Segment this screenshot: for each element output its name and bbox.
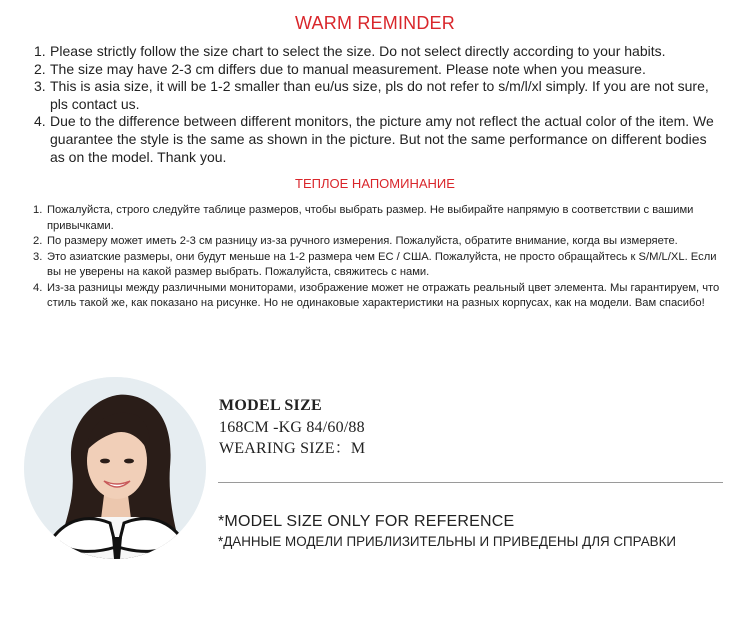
item-number: 4. — [34, 113, 46, 130]
item-text: Due to the difference between different monitors, the picture amy not reflect the actual color of the item. We guarantee the style is the same as shown in the picture. But not the same performance on different bodies as on the model. Thank you. — [50, 113, 714, 165]
item-number: 4. — [33, 281, 43, 294]
item-text: This is asia size, it will be 1-2 smaller than eu/us size, pls do not refer to s/m/l/xl simply. If you are not sure, pls contact us. — [50, 78, 709, 112]
model-portrait-illustration — [24, 377, 206, 559]
item-text: Please strictly follow the size chart to select the size. Do not select directly according to your habits. — [50, 43, 666, 59]
item-text: Из-за разницы между различными мониторами, изображение может не отражать реальный цвет элемента. Мы гарантируем, что стиль такой же, как показано на рисунке. Но не одинаковые характеристики на разных корпусах, как на модели. Вам спасибо! — [47, 281, 720, 309]
model-size-block — [219, 395, 365, 459]
model-size-title: MODEL SIZE — [219, 397, 323, 414]
divider — [218, 482, 723, 483]
list-item — [33, 281, 733, 312]
item-number: 2. — [34, 60, 46, 77]
warm-reminder-title: WARM REMINDER — [295, 13, 455, 33]
item-text: The size may have 2-3 cm differs due to manual measurement. Please note when you measure. — [50, 60, 646, 77]
item-number: 1. — [34, 43, 46, 59]
list-item — [34, 78, 724, 113]
list-item — [34, 43, 724, 61]
list-item — [34, 61, 724, 79]
list-item — [34, 113, 724, 166]
item-number: 3. — [33, 250, 43, 263]
warm-reminder-ru-title: ТЕПЛОЕ НАПОМИНАНИЕ — [295, 176, 455, 191]
item-text: Это азиатские размеры, они будут меньше на 1-2 размера чем ЕС / США. Пожалуйста, не просто обращайтесь к S/M/L/XL. Если вы не уверены на какой размер выбрать. Пожалуйста, свяжитесь с нами. — [47, 250, 717, 278]
item-text: Пожалуйста, строго следуйте таблице размеров, чтобы выбрать размер. Не выбирайте напрямую в соответствии с вашими привычками. — [47, 204, 694, 232]
item-number: 3. — [34, 78, 46, 95]
list-item — [33, 250, 733, 281]
warm-reminder-list — [34, 43, 724, 166]
item-number: 1. — [33, 204, 43, 216]
warm-reminder-ru-list — [33, 203, 733, 312]
model-measurements: 168CM -KG 84/60/88 — [219, 419, 365, 436]
reference-note: *MODEL SIZE ONLY FOR REFERENCE — [218, 513, 515, 530]
wearing-size: WEARING SIZE：M — [219, 440, 366, 457]
list-item — [33, 234, 733, 250]
list-item — [33, 203, 733, 234]
item-number: 2. — [33, 235, 43, 247]
reference-note-ru: *ДАННЫЕ МОДЕЛИ ПРИБЛИЗИТЕЛЬНЫ И ПРИВЕДЕНЫ ДЛЯ СПРАВКИ — [218, 534, 676, 549]
model-photo — [24, 377, 206, 559]
item-text: По размеру может иметь 2-3 см разницу из-за ручного измерения. Пожалуйста, обратите внимание, когда вы измеряете. — [47, 235, 678, 247]
